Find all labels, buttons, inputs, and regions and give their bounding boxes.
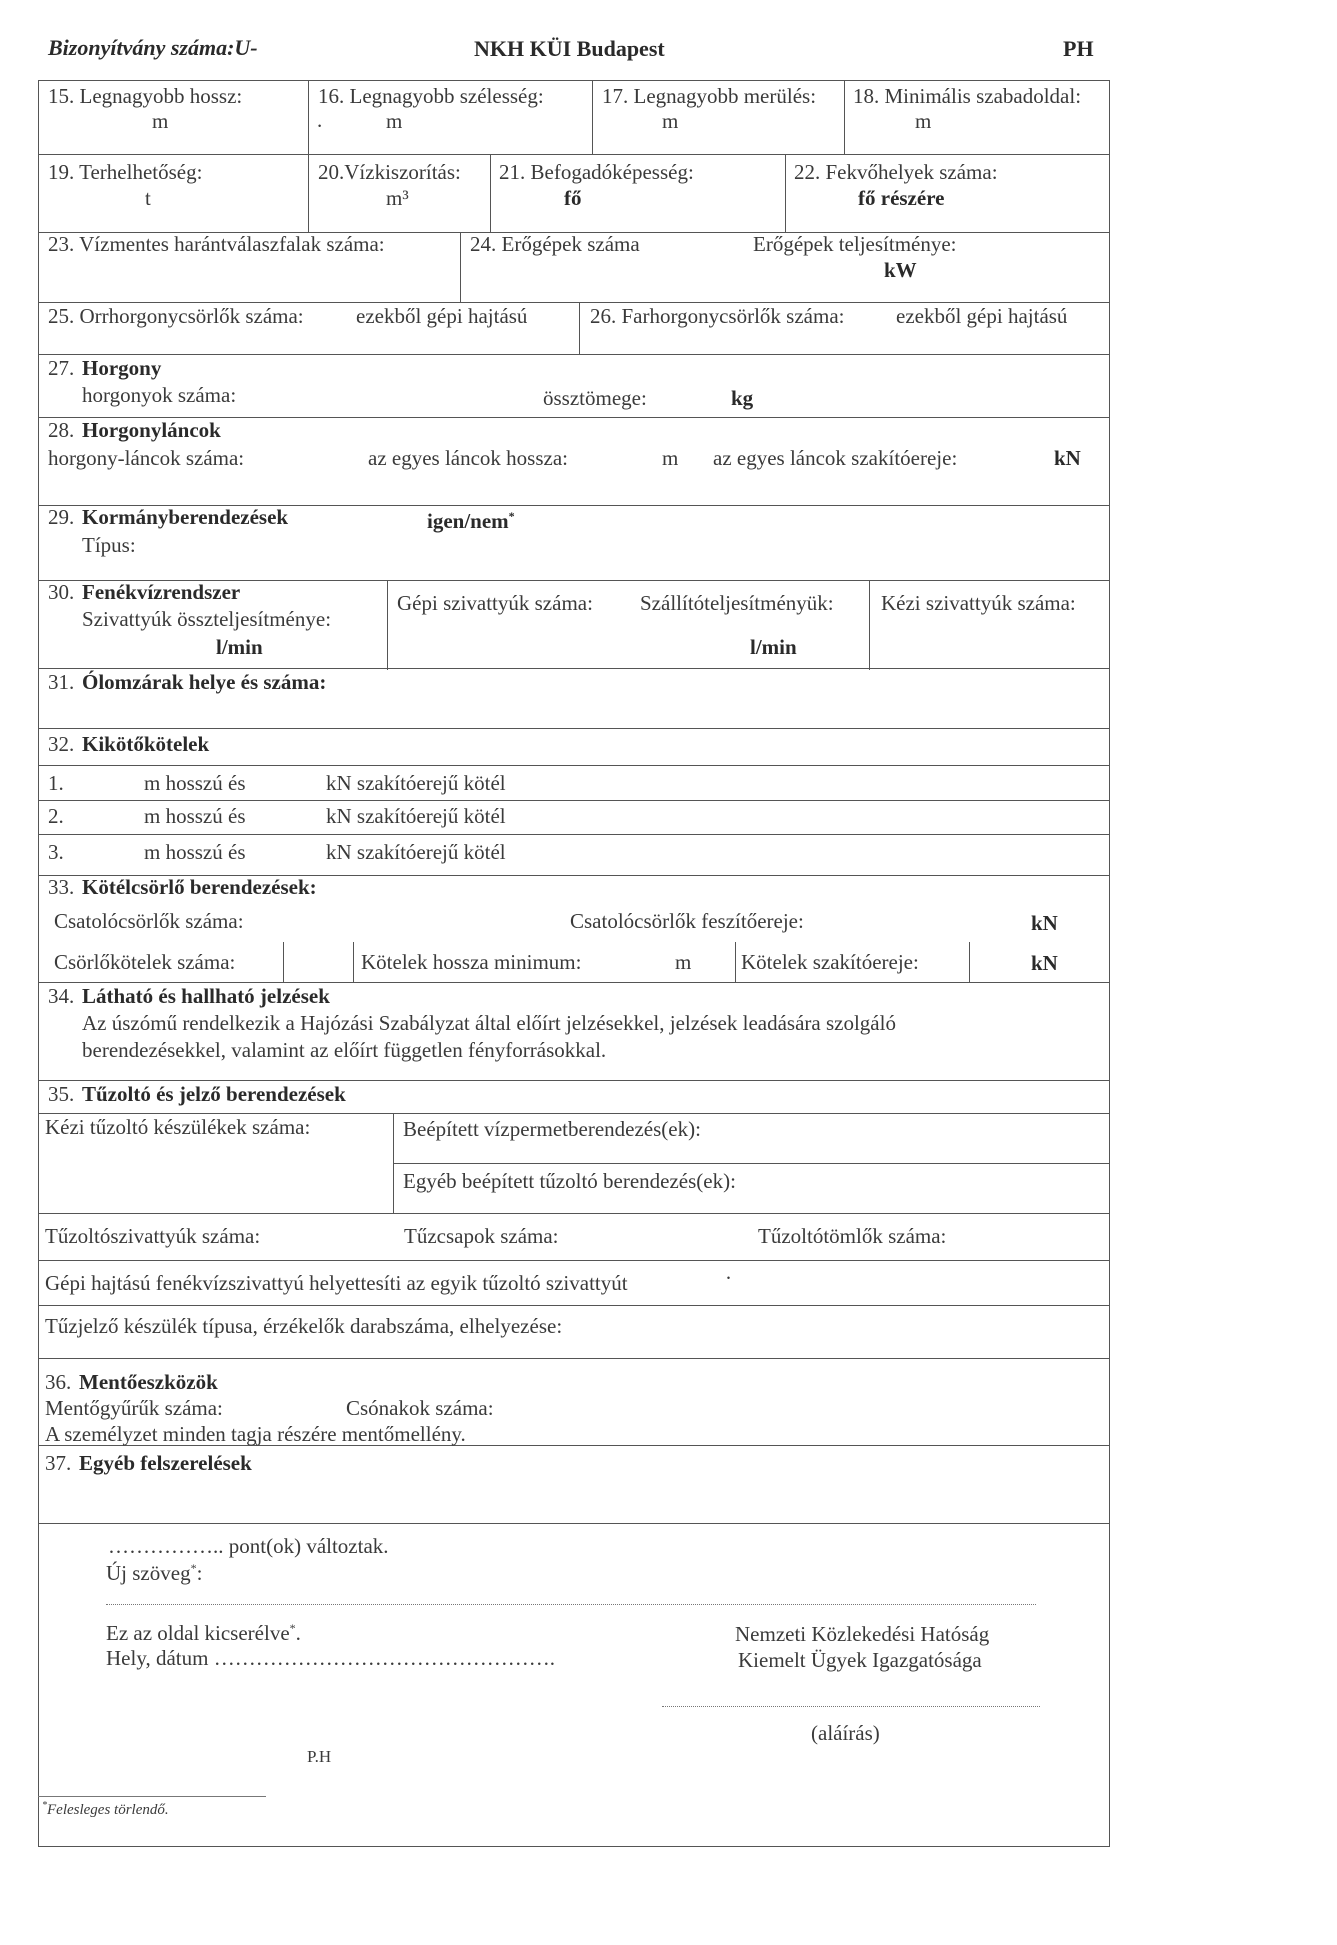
mooring-row-strength: kN szakítóerejű kötél <box>326 840 506 864</box>
field-16-mark: . <box>317 108 323 132</box>
section-37-number: 37. <box>45 1451 72 1475</box>
field-18-unit: m <box>915 109 932 133</box>
field-rope-strength: Kötelek szakítóereje: <box>741 950 919 974</box>
mooring-row-length: m hosszú és <box>144 840 246 864</box>
section-35-title: Tűzoltó és jelző berendezések <box>82 1082 346 1106</box>
field-16-max-width: 16. Legnagyobb szélesség: <box>318 84 544 108</box>
field-21-capacity: 21. Befogadóképesség: <box>499 160 694 184</box>
field-coupling-force-unit: kN <box>1031 911 1058 935</box>
ph-stamp-label: PH <box>1063 36 1094 61</box>
section-37-title: Egyéb felszerelések <box>79 1451 252 1475</box>
field-other-builtin: Egyéb beépített tűzoltó berendezés(ek): <box>403 1169 736 1193</box>
section-33-number: 33. <box>48 875 75 899</box>
field-19-unit: t <box>145 186 151 210</box>
field-fire-pumps: Tűzoltószivattyúk száma: <box>45 1224 261 1248</box>
section-31-title: Ólomzárak helye és száma: <box>82 670 327 694</box>
new-text-dotted-line <box>106 1604 1036 1605</box>
field-pumps-total: Szivattyúk összteljesítménye: <box>82 607 332 631</box>
field-anchor-mass: össztömege: <box>543 386 647 410</box>
field-22-unit: fő részére <box>858 186 945 210</box>
field-fire-detector: Tűzjelző készülék típusa, érzékelők darabszáma, elhelyezése: <box>45 1314 563 1338</box>
field-25-powered: ezekből gépi hajtású <box>356 304 528 328</box>
page-replaced-label: Ez az oldal kicserélve*. <box>106 1621 301 1645</box>
field-rope-length: Kötelek hossza minimum: <box>361 950 582 974</box>
stamp-placeholder: P.H <box>307 1747 332 1766</box>
field-17-max-draught: 17. Legnagyobb merülés: <box>602 84 817 108</box>
field-lifebuoys: Mentőgyűrűk száma: <box>45 1396 223 1420</box>
field-23-bulkheads: 23. Vízmentes harántválaszfalak száma: <box>48 232 385 256</box>
section-32-number: 32. <box>48 732 75 756</box>
section-36-title: Mentőeszközök <box>79 1370 218 1394</box>
new-text-label: Új szöveg*: <box>106 1561 203 1585</box>
field-24-engines: 24. Erőgépek száma <box>470 232 640 256</box>
field-24-engine-power: Erőgépek teljesítménye: <box>753 232 957 256</box>
authority-header: NKH KÜI Budapest <box>474 36 665 61</box>
place-date-line: Hely, dátum …………………………………………. <box>106 1646 555 1670</box>
field-pump-capacity: Szállítóteljesítményük: <box>640 591 834 615</box>
bilge-pump-mark: · <box>725 1266 732 1290</box>
field-18-min-freeboard: 18. Minimális szabadoldal: <box>853 84 1082 108</box>
field-chain-strength: az egyes láncok szakítóereje: <box>713 446 958 470</box>
mooring-row-number: 2. <box>48 804 64 828</box>
field-chain-strength-unit: kN <box>1054 446 1081 470</box>
field-20-displacement: 20.Vízkiszorítás: <box>318 160 461 184</box>
mooring-row-number: 1. <box>48 771 64 795</box>
field-25-bow-windlass: 25. Orrhorgonycsörlők száma: <box>48 304 304 328</box>
field-pump-capacity-unit: l/min <box>750 635 797 659</box>
field-26-powered: ezekből gépi hajtású <box>896 304 1068 328</box>
section-29-title: Kormányberendezések <box>82 505 289 529</box>
signals-statement-line1: Az úszómű rendelkezik a Hajózási Szabályzat által előírt jelzésekkel, jelzések leadására szolgáló <box>82 1011 896 1035</box>
section-36-number: 36. <box>45 1370 72 1394</box>
field-anchor-count: horgonyok száma: <box>82 383 237 407</box>
section-31-number: 31. <box>48 670 75 694</box>
field-boats: Csónakok száma: <box>346 1396 494 1420</box>
section-34-title: Látható és hallható jelzések <box>82 984 330 1008</box>
field-manual-pumps: Kézi szivattyúk száma: <box>881 591 1076 615</box>
section-34-number: 34. <box>48 984 75 1008</box>
field-anchor-mass-unit: kg <box>731 386 754 410</box>
field-coupling-winches: Csatolócsörlők száma: <box>54 909 244 933</box>
field-26-stern-windlass: 26. Farhorgonycsörlők száma: <box>590 304 845 328</box>
section-28-number: 28. <box>48 418 75 442</box>
field-15-unit: m <box>152 109 169 133</box>
field-24-power-unit: kW <box>884 258 917 282</box>
field-builtin-sprinkler: Beépített vízpermetberendezés(ek): <box>403 1117 701 1141</box>
signature-dotted-line <box>662 1706 1040 1707</box>
footnote-separator <box>38 1796 266 1797</box>
section-29-number: 29. <box>48 505 75 529</box>
field-17-unit: m <box>662 109 679 133</box>
field-chain-length-unit: m <box>662 446 679 470</box>
mooring-row-length: m hosszú és <box>144 804 246 828</box>
issuing-authority-line2: Kiemelt Ügyek Igazgatósága <box>738 1648 982 1672</box>
section-33-title: Kötélcsörlő berendezések: <box>82 875 317 899</box>
field-15-max-length: 15. Legnagyobb hossz: <box>48 84 243 108</box>
section-30-number: 30. <box>48 580 75 604</box>
bilge-pump-note: Gépi hajtású fenékvízszivattyú helyettesíti az egyik tűzoltó szivattyút <box>45 1271 628 1295</box>
field-rope-length-unit: m <box>675 950 692 974</box>
field-pumps-total-unit: l/min <box>216 635 263 659</box>
signature-label: (aláírás) <box>811 1721 880 1745</box>
mooring-row-strength: kN szakítóerejű kötél <box>326 771 506 795</box>
footnote: *Felesleges törlendő. <box>42 1800 169 1818</box>
section-27-number: 27. <box>48 356 75 380</box>
steering-yes-no: igen/nem* <box>427 509 515 533</box>
field-winch-ropes: Csörlőkötelek száma: <box>54 950 236 974</box>
field-coupling-force: Csatolócsörlők feszítőereje: <box>570 909 804 933</box>
field-22-berths: 22. Fekvőhelyek száma: <box>794 160 998 184</box>
field-hydrants: Tűzcsapok száma: <box>404 1224 559 1248</box>
field-manual-extinguishers: Kézi tűzoltó készülékek száma: <box>45 1115 311 1139</box>
certificate-number-label: Bizonyítvány száma:U- <box>48 35 258 60</box>
section-30-title: Fenékvízrendszer <box>82 580 241 604</box>
issuing-authority-line1: Nemzeti Közlekedési Hatóság <box>735 1622 990 1646</box>
field-fire-hoses: Tűzoltótömlők száma: <box>758 1224 947 1248</box>
mooring-row-number: 3. <box>48 840 64 864</box>
mooring-row-length: m hosszú és <box>144 771 246 795</box>
field-20-unit: m³ <box>386 186 409 210</box>
field-21-unit: fő <box>564 186 582 210</box>
field-chain-length: az egyes láncok hossza: <box>368 446 569 470</box>
changed-points-line: …………….. pont(ok) változtak. <box>108 1534 389 1558</box>
section-32-title: Kikötőkötelek <box>82 732 210 756</box>
field-rope-strength-unit: kN <box>1031 951 1058 975</box>
section-27-title: Horgony <box>82 356 162 380</box>
field-16-unit: m <box>386 109 403 133</box>
field-chain-count: horgony-láncok száma: <box>48 446 245 470</box>
field-19-load-capacity: 19. Terhelhetőség: <box>48 160 203 184</box>
section-28-title: Horgonyláncok <box>82 418 221 442</box>
field-steering-type: Típus: <box>82 533 136 557</box>
section-35-number: 35. <box>48 1082 75 1106</box>
lifejacket-statement: A személyzet minden tagja részére mentőmellény. <box>45 1422 466 1446</box>
field-machine-pumps: Gépi szivattyúk száma: <box>397 591 593 615</box>
mooring-row-strength: kN szakítóerejű kötél <box>326 804 506 828</box>
signals-statement-line2: berendezésekkel, valamint az előírt független fényforrásokkal. <box>82 1038 607 1062</box>
